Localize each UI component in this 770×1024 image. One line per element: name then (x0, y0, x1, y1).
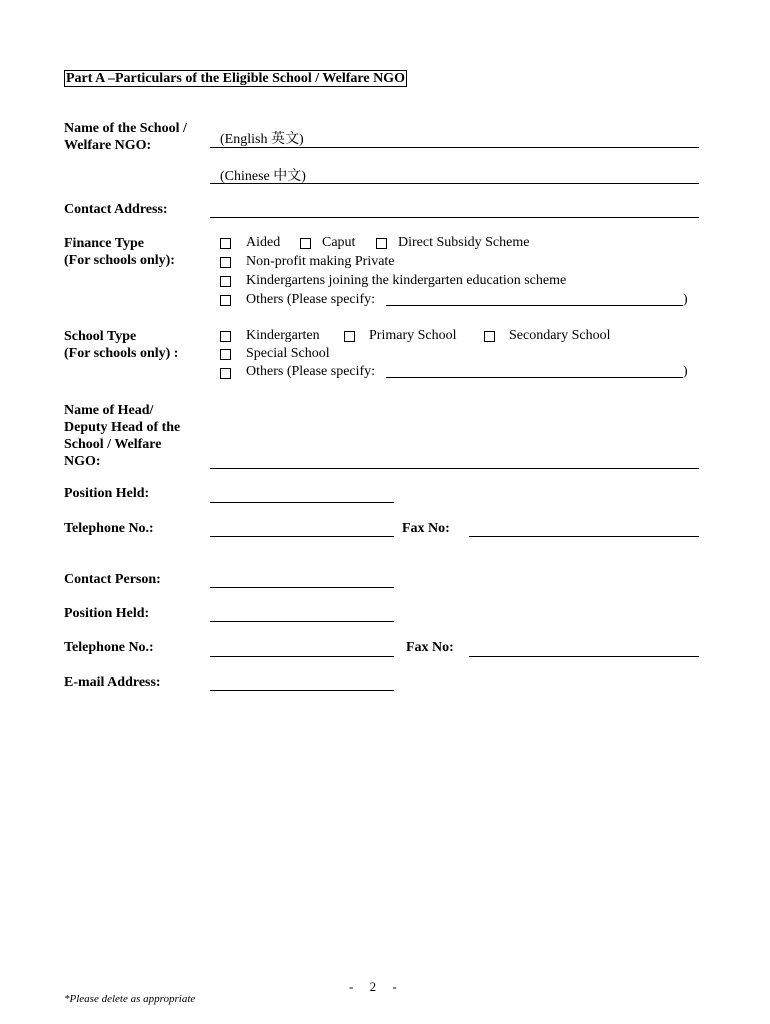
page-number: - 2 - (349, 979, 397, 994)
finance-nonprofit-checkbox[interactable] (220, 257, 231, 268)
finance-dss-label: Direct Subsidy Scheme (398, 235, 530, 250)
finance-type-label: Finance Type (For schools only): (64, 236, 175, 268)
school-primary-checkbox[interactable] (344, 331, 355, 342)
finance-others-field[interactable] (386, 305, 683, 306)
finance-kindergarten-checkbox[interactable] (220, 276, 231, 287)
contact-fax-label: Fax No: (406, 640, 454, 655)
school-kindergarten-checkbox[interactable] (220, 331, 231, 342)
contact-position-field[interactable] (210, 621, 394, 622)
contact-telephone-field[interactable] (210, 656, 394, 657)
finance-caput-label: Caput (322, 235, 356, 250)
head-fax-label: Fax No: (402, 521, 450, 536)
school-others-close-paren: ) (683, 364, 688, 379)
finance-nonprofit-label: Non-profit making Private (246, 254, 395, 269)
finance-dss-checkbox[interactable] (376, 238, 387, 249)
school-primary-label: Primary School (369, 328, 457, 343)
page-title: Part A –Particulars of the Eligible School / Welfare NGO (66, 71, 405, 86)
contact-position-label: Position Held: (64, 606, 150, 621)
finance-others-close-paren: ) (683, 292, 688, 307)
contact-telephone-label: Telephone No.: (64, 640, 154, 655)
head-name-label: Name of Head/ Deputy Head of the School / Welfare NGO: (64, 403, 181, 469)
school-type-label: School Type (For schools only) : (64, 329, 179, 361)
school-kindergarten-label: Kindergarten (246, 328, 320, 343)
school-others-label: Others (Please specify: (246, 364, 376, 379)
school-special-checkbox[interactable] (220, 349, 231, 360)
head-position-field[interactable] (210, 502, 394, 503)
name-english-caption: (English 英文) (220, 132, 304, 147)
finance-others-checkbox[interactable] (220, 295, 231, 306)
finance-aided-label: Aided (246, 235, 281, 250)
school-secondary-checkbox[interactable] (484, 331, 495, 342)
head-telephone-field[interactable] (210, 536, 394, 537)
name-chinese-caption: (Chinese 中文) (220, 169, 306, 184)
school-secondary-label: Secondary School (509, 328, 611, 343)
email-field[interactable] (210, 690, 394, 691)
contact-address-label: Contact Address: (64, 202, 168, 217)
contact-person-field[interactable] (210, 587, 394, 588)
head-name-field[interactable] (210, 468, 699, 469)
name-english-field[interactable] (210, 147, 699, 148)
name-chinese-field[interactable] (210, 183, 699, 184)
footnote: *Please delete as appropriate (64, 993, 196, 1005)
head-telephone-label: Telephone No.: (64, 521, 154, 536)
contact-fax-field[interactable] (469, 656, 699, 657)
finance-others-label: Others (Please specify: (246, 292, 376, 307)
school-others-checkbox[interactable] (220, 368, 231, 379)
head-position-label: Position Held: (64, 486, 150, 501)
name-label: Name of the School / Welfare NGO: (64, 121, 187, 153)
finance-caput-checkbox[interactable] (300, 238, 311, 249)
head-fax-field[interactable] (469, 536, 699, 537)
finance-aided-checkbox[interactable] (220, 238, 231, 249)
email-label: E-mail Address: (64, 675, 161, 690)
contact-person-label: Contact Person: (64, 572, 161, 587)
contact-address-field[interactable] (210, 217, 699, 218)
school-special-label: Special School (246, 346, 330, 361)
school-others-field[interactable] (386, 377, 683, 378)
finance-kindergarten-label: Kindergartens joining the kindergarten education scheme (246, 273, 567, 288)
